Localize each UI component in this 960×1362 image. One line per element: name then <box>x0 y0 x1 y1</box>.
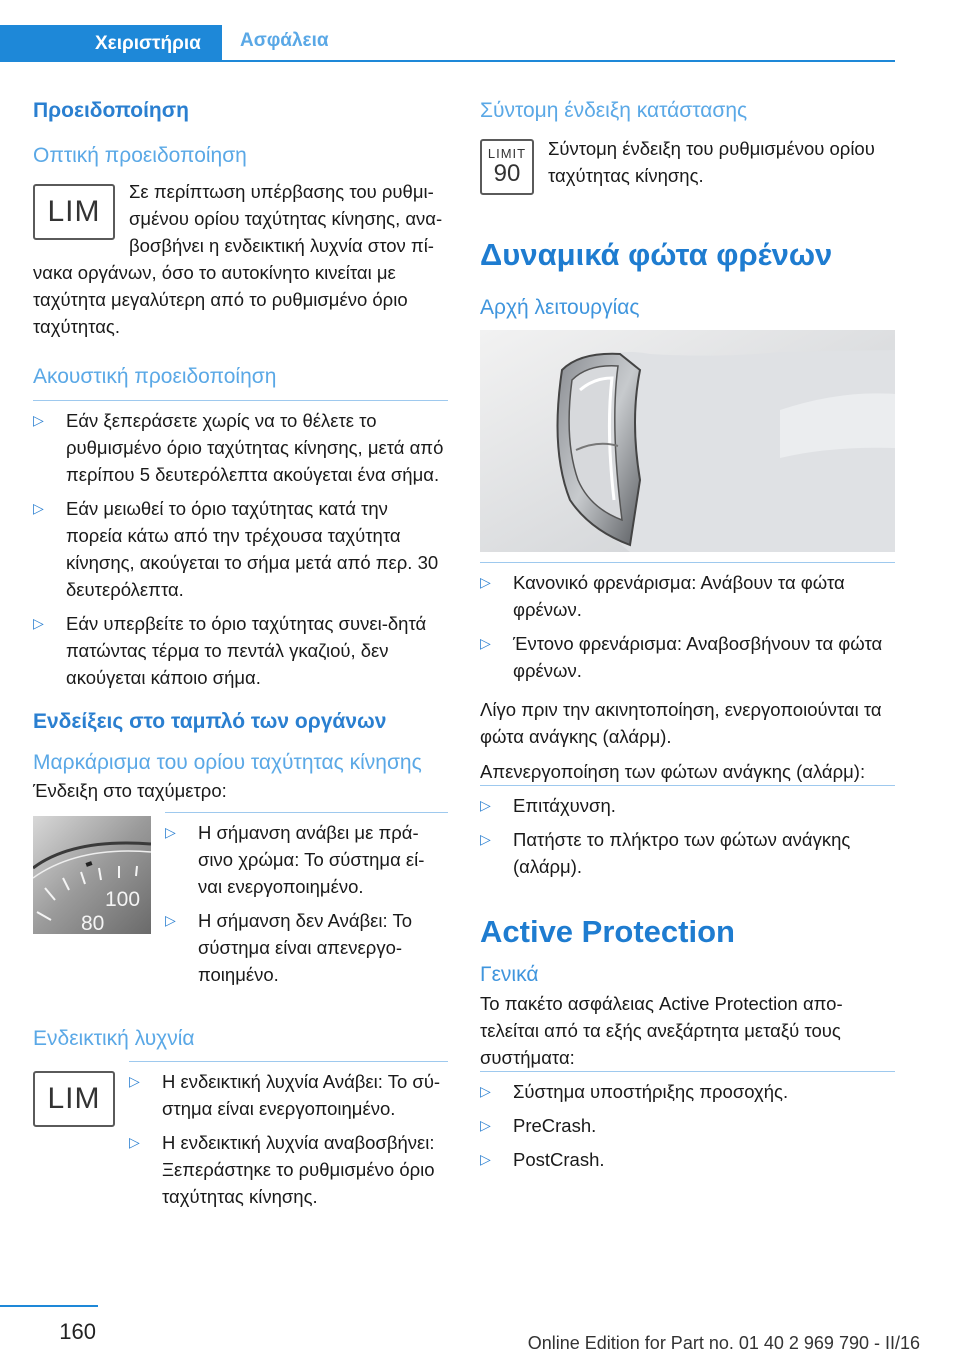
list-item-text: Εάν μειωθεί το όριο ταχύτητας κατά την πορεία κάτω από την τρέχουσα ταχύτητα κίνησης, ακούγεται το σήμα μετά από περ. 30 δευτερόλεπτα. <box>66 497 439 600</box>
speedo-label-100: 100 <box>105 887 141 911</box>
indicator-list <box>129 1068 448 1210</box>
header-tab-safety-label: Ασφάλεια <box>240 30 329 51</box>
speedo-label-80: 80 <box>81 911 105 934</box>
triangle-bullet-icon: ▷ <box>480 831 491 848</box>
heading-general: Γενικά <box>480 963 539 987</box>
list-rule <box>480 1071 895 1072</box>
list-item <box>480 792 895 819</box>
triangle-bullet-icon: ▷ <box>480 1150 491 1167</box>
list-rule <box>165 812 448 813</box>
paragraph-visual-warning: Σε περίπτωση υπέρβασης του ρυθμι‐σμένου ορίου ταχύτητας κίνησης, ανα‐βοσβήνει η ενδεικτική λυχνία στον πί‐νακα οργάνων, όσο το αυτοκίνητο κινείται με ταχύτητα μεγαλύτερη από το ρυθμισμένο όριο ταχύτητας. <box>33 181 443 338</box>
lim-icon-label: LIM <box>47 195 101 229</box>
list-item-text: Κανονικό φρενάρισμα: Ανάβουν τα φώτα φρένων. <box>513 572 845 621</box>
triangle-bullet-icon: ▷ <box>129 1073 140 1090</box>
triangle-bullet-icon: ▷ <box>165 911 176 928</box>
brake-list <box>480 569 895 684</box>
list-item-text: Έντονο φρενάρισμα: Αναβοσβήνουν τα φώτα φρένων. <box>513 633 883 682</box>
list-item <box>33 407 448 488</box>
triangle-bullet-icon: ▷ <box>480 635 491 652</box>
limit-90-icon <box>480 139 534 195</box>
lim-icon-label: LIM <box>47 1082 101 1116</box>
header-tab-controls-label: Χειριστήρια <box>95 32 201 54</box>
taillight-image <box>480 330 895 552</box>
triangle-bullet-icon: ▷ <box>480 797 491 814</box>
heading-brief-status: Σύντομη ένδειξη κατάστασης <box>480 99 748 122</box>
list-item <box>480 1078 895 1105</box>
list-item <box>480 569 895 623</box>
heading-dynamic-brake-lights: Δυναμικά φώτα φρένων <box>480 237 833 273</box>
triangle-bullet-icon: ▷ <box>480 1082 491 1099</box>
paragraph-speedometer: Ένδειξη στο ταχύμετρο: <box>33 779 227 801</box>
speedometer-image <box>33 816 151 934</box>
triangle-bullet-icon: ▷ <box>33 411 44 428</box>
limit-icon-value: 90 <box>493 160 521 188</box>
paragraph-general: Το πακέτο ασφάλειας Active Protection απο‐τελείται από τα εξής ανεξάρτητα μεταξύ τους συστήματα: <box>480 992 843 1068</box>
heading-warning: Προειδοποίηση <box>33 99 189 122</box>
list-item-text: Πατήστε το πλήκτρο των φώτων ανάγκης (αλάρμ). <box>513 829 851 878</box>
triangle-bullet-icon: ▷ <box>33 499 44 516</box>
list-item-text: Εάν ξεπεράσετε χωρίς να το θέλετε το ρυθμισμένο όριο ταχύτητας κίνησης, μετά από περίπου 5 δευτερόλεπτα ακούγεται ένα σήμα. <box>66 409 444 485</box>
list-item <box>165 907 448 988</box>
list-item-text: Η ενδεικτική λυχνία αναβοσβήνει: Ξεπεράστηκε το ρυθμισμένο όριο ταχύτητας κίνησης. <box>162 1132 435 1208</box>
header-rule <box>0 60 895 62</box>
header-tab-controls[interactable] <box>0 25 222 62</box>
list-item <box>129 1129 448 1210</box>
edition-footer: Online Edition for Part no. 01 40 2 969 790 - II/16 <box>527 1333 920 1353</box>
list-item <box>165 819 448 900</box>
acoustic-list <box>33 407 448 691</box>
list-item-text: Η σήμανση δεν Ανάβει: Το σύστημα είναι απενεργο‐ποιημένο. <box>198 909 413 985</box>
paragraph-brief-status: Σύντομη ένδειξη του ρυθμισμένου ορίου ταχύτητας κίνησης. <box>548 138 875 187</box>
list-rule <box>480 562 895 563</box>
systems-list <box>480 1078 895 1173</box>
limit-icon-top: LIMIT <box>487 146 527 162</box>
lim-indicator-icon <box>33 184 115 240</box>
heading-active-protection: Active Protection <box>480 914 735 950</box>
list-item <box>480 1112 895 1139</box>
heading-operating-principle: Αρχή λειτουργίας <box>480 296 640 320</box>
list-rule <box>129 1061 448 1062</box>
list-item <box>129 1068 448 1122</box>
list-item-text: Εάν υπερβείτε το όριο ταχύτητας συνει‐δητά πατώντας τέρμα το πεντάλ γκαζιού, δεν ακούγεται κάποιο σήμα. <box>66 612 427 688</box>
list-item <box>480 1146 895 1173</box>
list-rule <box>33 400 448 401</box>
heading-acoustic-warning: Ακουστική προειδοποίηση <box>33 365 277 389</box>
heading-visual-warning: Οπτική προειδοποίηση <box>33 144 247 168</box>
list-item <box>480 826 895 880</box>
heading-speed-limit-marking: Μαρκάρισμα του ορίου ταχύτητας κίνησης <box>33 750 422 774</box>
paragraph-hazard-off: Απενεργοποίηση των φώτων ανάγκης (αλάρμ): <box>480 761 866 783</box>
list-item <box>480 630 895 684</box>
paragraph-hazard-on: Λίγο πριν την ακινητοποίηση, ενεργοποιούνται τα φώτα ανάγκης (αλάρμ). <box>480 699 882 748</box>
list-rule <box>480 785 895 786</box>
triangle-bullet-icon: ▷ <box>33 614 44 631</box>
hazard-list <box>480 792 895 880</box>
right-column <box>480 98 895 1185</box>
triangle-bullet-icon: ▷ <box>480 574 491 591</box>
page-number: 160 <box>0 1305 98 1345</box>
left-column <box>33 98 448 1222</box>
heading-instrument-displays: Ενδείξεις στο ταμπλό των οργάνων <box>33 709 387 733</box>
lim-indicator-icon <box>33 1071 115 1127</box>
list-item <box>33 610 448 691</box>
list-item <box>33 495 448 603</box>
triangle-bullet-icon: ▷ <box>165 823 176 840</box>
list-item-text: Η ενδεικτική λυχνία Ανάβει: Το σύ‐στημα είναι ενεργοποιημένο. <box>162 1071 441 1120</box>
speedo-list <box>165 819 448 988</box>
triangle-bullet-icon: ▷ <box>129 1134 140 1151</box>
list-item-text: Η σήμανση ανάβει με πρά‐σινο χρώμα: Το σύστημα εί‐ναι ενεργοποιημένο. <box>198 821 425 897</box>
heading-indicator-lamp: Ενδεικτική λυχνία <box>33 1026 195 1050</box>
triangle-bullet-icon: ▷ <box>480 1116 491 1133</box>
list-item-text: PostCrash. <box>513 1148 605 1170</box>
header-tab-safety[interactable] <box>240 30 329 52</box>
list-item-text: Σύστημα υποστήριξης προσοχής. <box>513 1080 789 1102</box>
list-item-text: PreCrash. <box>513 1114 597 1136</box>
list-item-text: Επιτάχυνση. <box>513 795 616 817</box>
